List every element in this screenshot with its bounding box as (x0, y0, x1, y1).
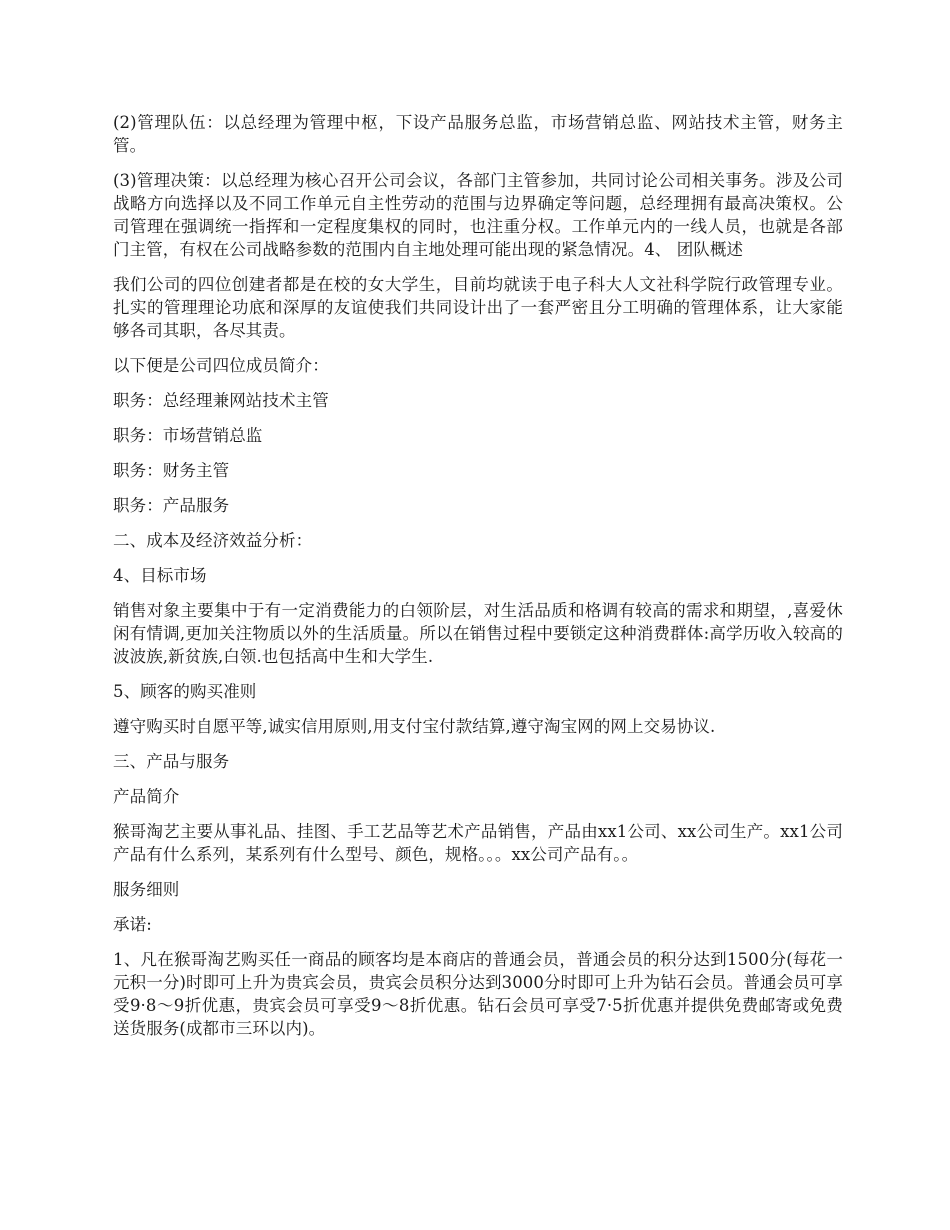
document-body (113, 111, 843, 1052)
paragraph-role-gm: 职务：总经理兼网站技术主管 (113, 391, 329, 410)
section-heading-cost: 二、成本及经济效益分析： (113, 531, 313, 550)
section-heading-target-market: 4、目标市场 (113, 566, 207, 585)
paragraph-purchase-rules: 遵守购买时自愿平等,诚实信用原则,用支付宝付款结算,遵守淘宝网的网上交易协议. (113, 717, 716, 736)
paragraph-role-finance: 职务：财务主管 (113, 461, 230, 480)
paragraph-management-decision: (3)管理决策：以总经理为核心召开公司会议，各部门主管参加，共同讨论公司相关事务。涉及公司战略方向选择以及不同工作单元自主性劳动的范围与边界确定等问题，总经理拥有最高决策权。公司管理在强调统一指挥和一定程度集权的同时，也注重分权。工作单元内的一线人员，也就是各部门主管，有权在公司战略参数的范围内自主地处理可能出现的紧急情况。4、 团队概述 (113, 171, 843, 259)
subheading-product-intro: 产品简介 (113, 787, 180, 806)
subheading-promise: 承诺: (113, 915, 152, 934)
subheading-service-details: 服务细则 (113, 880, 180, 899)
paragraph-role-product: 职务：产品服务 (113, 496, 230, 515)
paragraph-management-team: (2)管理队伍：以总经理为管理中枢，下设产品服务总监，市场营销总监、网站技术主管，财务主管。 (113, 113, 843, 155)
paragraph-target-market: 销售对象主要集中于有一定消费能力的白领阶层，对生活品质和格调有较高的需求和期望，,喜爱休闲有情调,更加关注物质以外的生活质量。所以在销售过程中要锁定这种消费群体:高学历收入较高的波波族,新贫族,白领.也包括高中生和大学生. (113, 601, 843, 666)
paragraph-membership: 1、凡在猴哥淘艺购买任一商品的顾客均是本商店的普通会员，普通会员的积分达到1500分(每花一元积一分)时即可上升为贵宾会员，贵宾会员积分达到3000分时即可上升为钻石会员。普通会员可享受9·8～9折优惠，贵宾会员可享受9～8折优惠。钻石会员可享受7·5折优惠并提供免费邮寄或免费送货服务(成都市三环以内)。 (113, 950, 843, 1038)
paragraph-product-intro: 猴哥淘艺主要从事礼品、挂图、手工艺品等艺术产品销售，产品由xx1公司、xx公司生产。xx1公司产品有什么系列，某系列有什么型号、颜色，规格。。。xx公司产品有。。 (113, 822, 843, 864)
section-heading-purchase-rules: 5、顾客的购买准则 (113, 682, 257, 701)
paragraph-role-marketing: 职务：市场营销总监 (113, 426, 263, 445)
paragraph-team-overview: 我们公司的四位创建者都是在校的女大学生，目前均就读于电子科大人文社科学院行政管理专业。扎实的管理理论功底和深厚的友谊使我们共同设计出了一套严密且分工明确的管理体系，让大家能够各司其职，各尽其责。 (113, 275, 843, 340)
paragraph-members-intro: 以下便是公司四位成员简介： (113, 356, 329, 375)
section-heading-products: 三、产品与服务 (113, 752, 230, 771)
